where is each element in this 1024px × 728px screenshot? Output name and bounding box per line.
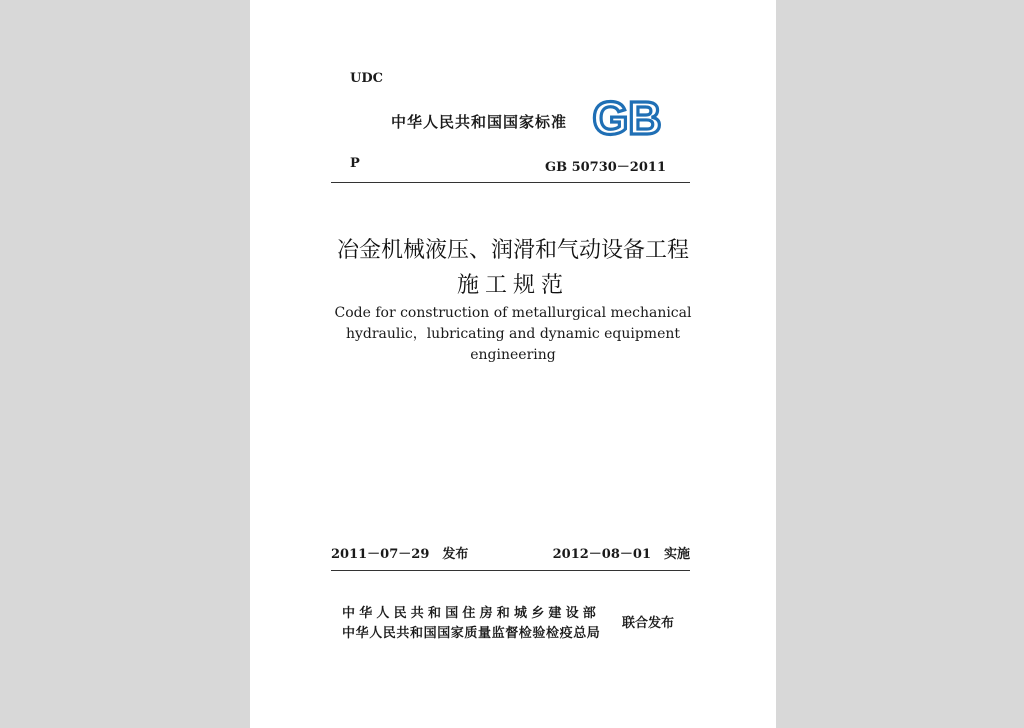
title-english-line1: Code for construction of metallurgical mechanical: [334, 305, 692, 321]
implementation-date: 2012－08－01 实施: [552, 547, 690, 562]
issuer-ministry-housing: 中华人民共和国住房和城乡建设部: [342, 606, 601, 621]
udc-label: UDC: [350, 71, 383, 86]
standard-number: GB 50730－2011: [544, 160, 666, 175]
standard-title: 中华人民共和国国家标准: [391, 113, 568, 131]
footer-divider: [331, 570, 690, 571]
title-chinese-line2: 施工规范: [456, 273, 569, 298]
header-divider: [331, 182, 690, 183]
issue-date: 2011－07－29 发布: [331, 547, 469, 562]
issuer-quality-administration: 中华人民共和国国家质量监督检验检疫总局: [342, 626, 601, 641]
title-chinese-line1: 冶金机械液压、润滑和气动设备工程: [336, 238, 689, 263]
gb-logo-text: GB: [592, 96, 662, 138]
title-english-line2: hydraulic，lubricating and dynamic equipment: [345, 326, 681, 342]
joint-issue-label: 联合发布: [622, 616, 675, 631]
classification-code: P: [350, 156, 360, 171]
title-english-line3: engineering: [470, 347, 556, 363]
document-page: [250, 0, 776, 728]
gb-logo: [590, 96, 664, 138]
